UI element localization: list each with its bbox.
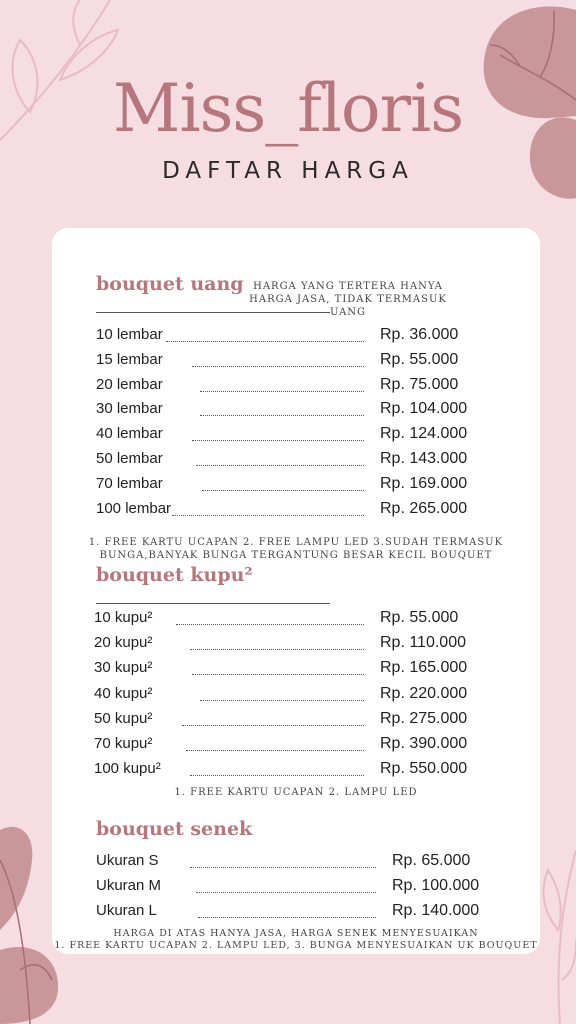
price-row — [52, 735, 540, 757]
item-label: 20 kupu² — [94, 634, 153, 652]
footer-line: BUNGA,BANYAK BUNGA TERGANTUNG BESAR KECIL BOUQUET — [99, 550, 493, 561]
price-row — [52, 351, 540, 373]
dotted-leader — [198, 917, 376, 918]
item-price: Rp. 550.000 — [380, 760, 468, 778]
dotted-leader — [200, 391, 364, 392]
dotted-leader — [192, 674, 364, 675]
price-row — [52, 500, 540, 522]
dotted-leader — [190, 867, 376, 868]
item-label: Ukuran S — [96, 852, 159, 869]
section-divider — [96, 603, 330, 604]
price-row — [52, 475, 540, 497]
dotted-leader — [200, 700, 364, 701]
footer-line: HARGA DI ATAS HANYA JASA, HARGA SENEK MENYESUAIKAN — [113, 928, 479, 939]
section-footer-kupu: 1. FREE KARTU UCAPAN 2. LAMPU LED — [174, 787, 418, 798]
brand-title: Miss_floris — [112, 70, 464, 147]
dotted-leader — [182, 725, 364, 726]
item-price: Rp. 104.000 — [380, 400, 468, 418]
dotted-leader — [200, 415, 364, 416]
item-label: 10 lembar — [96, 326, 163, 343]
dotted-leader — [166, 341, 364, 342]
price-row — [52, 710, 540, 732]
note-line: HARGA YANG TERTERA HANYA — [253, 281, 443, 292]
dotted-leader — [190, 775, 364, 776]
item-price: Rp. 55.000 — [380, 350, 459, 368]
item-label: 30 kupu² — [94, 659, 153, 677]
price-row — [52, 760, 540, 782]
dotted-leader — [176, 624, 364, 625]
price-row — [52, 400, 540, 422]
price-row — [52, 609, 540, 631]
item-price: Rp. 143.000 — [380, 450, 468, 467]
item-price: Rp. 75.000 — [380, 375, 459, 393]
dotted-leader — [202, 490, 364, 491]
item-price: Rp. 65.000 — [392, 852, 471, 869]
section-footer-senek — [52, 928, 540, 952]
item-price: Rp. 110.000 — [380, 634, 466, 652]
price-row — [52, 852, 540, 874]
item-price: Rp. 220.000 — [380, 684, 468, 702]
item-price: Rp. 275.000 — [380, 709, 468, 727]
page-subtitle: DAFTAR HARGA — [162, 158, 414, 184]
dotted-leader — [172, 515, 364, 516]
dotted-leader — [192, 440, 364, 441]
item-label: 20 lembar — [96, 375, 163, 393]
dotted-leader — [192, 366, 364, 367]
section-title-senek: bouquet senek — [96, 818, 253, 840]
item-label: 10 kupu² — [94, 609, 153, 626]
section-title-uang: bouquet uang — [96, 273, 244, 295]
item-label: 30 lembar — [96, 400, 163, 418]
dotted-leader — [186, 750, 364, 751]
item-label: Ukuran M — [96, 877, 162, 894]
item-price: Rp. 265.000 — [380, 499, 468, 517]
price-row — [52, 450, 540, 472]
item-label: 50 kupu² — [94, 709, 153, 727]
section-title-kupu: bouquet kupu² — [96, 564, 253, 586]
item-price: Rp. 165.000 — [380, 659, 468, 677]
item-label: 70 kupu² — [94, 735, 153, 752]
item-label: Ukuran L — [96, 902, 157, 919]
item-label: 40 kupu² — [94, 684, 153, 702]
item-price: Rp. 100.000 — [392, 877, 480, 894]
dotted-leader — [196, 465, 364, 466]
item-label: 50 lembar — [96, 450, 163, 467]
price-row — [52, 659, 540, 681]
price-row — [52, 877, 540, 899]
item-price: Rp. 55.000 — [380, 609, 459, 626]
section-footer-uang — [72, 536, 520, 562]
section-divider — [96, 312, 330, 313]
item-label: 40 lembar — [96, 425, 163, 443]
footer-line: 1. FREE KARTU UCAPAN 2. FREE LAMPU LED 3.SUDAH TERMASUK — [88, 537, 504, 548]
footer-line: 1. FREE KARTU UCAPAN 2. LAMPU LED, 3. BUNGA MENYESUAIKAN UK BOUQUET — [54, 940, 538, 951]
dotted-leader — [190, 649, 364, 650]
price-row — [52, 326, 540, 348]
item-label: 15 lembar — [96, 350, 163, 368]
item-price: Rp. 169.000 — [380, 474, 468, 492]
price-row — [52, 425, 540, 447]
item-price: Rp. 124.000 — [380, 425, 468, 443]
item-label: 100 kupu² — [94, 760, 161, 778]
item-price: Rp. 390.000 — [380, 735, 468, 752]
price-row — [52, 376, 540, 398]
item-price: Rp. 36.000 — [380, 326, 459, 343]
item-price: Rp. 140.000 — [392, 902, 480, 919]
section-note-uang — [238, 280, 458, 319]
price-row — [52, 634, 540, 656]
price-list-card — [52, 228, 540, 954]
item-label: 70 lembar — [96, 474, 163, 492]
note-line: HARGA JASA, TIDAK TERMASUK UANG — [249, 294, 447, 318]
price-row — [52, 902, 540, 924]
price-row — [52, 685, 540, 707]
dotted-leader — [196, 892, 376, 893]
item-label: 100 lembar — [96, 499, 172, 517]
